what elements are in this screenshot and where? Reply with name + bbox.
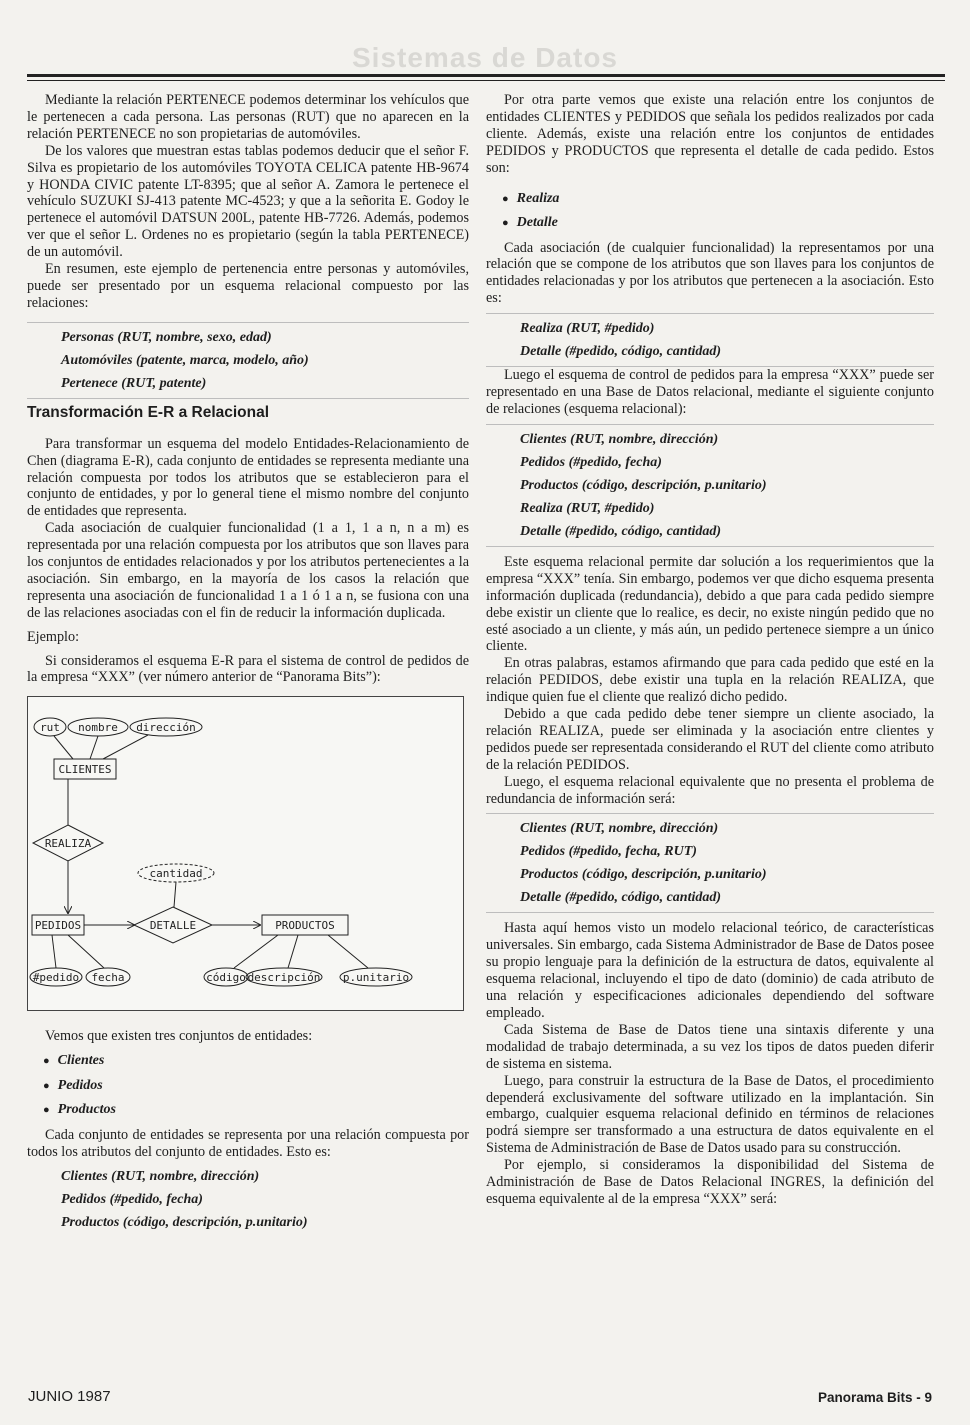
relation-item: Automóviles (patente, marca, modelo, año) xyxy=(61,352,309,368)
paragraph: Para transformar un esquema del modelo Entidades-Relacionamiento de Chen (diagrama E-R), cada conjunto de entidades se representa mediante una relación compuesta por todos los atributos que se establecieron para el conjunto de entidades, y por lo general tiene el mismo nombre del conjunto de entidades que representa. xyxy=(27,435,469,520)
rel-detalle-label: DETALLE xyxy=(149,919,197,933)
entity-clientes-label: CLIENTES xyxy=(58,763,112,777)
attr-rut-label: rut xyxy=(40,721,60,735)
relation-item: Pedidos (#pedido, fecha) xyxy=(520,454,662,470)
top-rule-thick xyxy=(27,74,945,77)
attr-nombre-label: nombre xyxy=(78,721,118,735)
attr-pedido-label: #pedido xyxy=(32,971,80,985)
relation-item: Personas (RUT, nombre, sexo, edad) xyxy=(61,329,272,345)
list-item: ● Clientes xyxy=(43,1049,469,1074)
relation-list xyxy=(27,1165,469,1234)
paragraph: Luego, para construir la estructura de la Base de Datos, el procedimiento dependerá exclusivamente del software utilizado en la implantación. Sin embargo, cualquier esquema relacional definido en términos de relaciones podrá siempre ser transformado a una estructura de datos equivalente en el Sistema de Administración de Base de Datos usado para su construcción. xyxy=(486,1072,934,1157)
relation-item: Realiza (RUT, #pedido) xyxy=(520,500,655,516)
entity-list xyxy=(27,1049,469,1123)
attr-direccion-label: dirección xyxy=(136,721,196,735)
footer-date: JUNIO 1987 xyxy=(28,1388,111,1405)
attr-fecha-label: fecha xyxy=(91,971,125,985)
top-rule-thin xyxy=(27,80,945,81)
entity-pedidos-label: PEDIDOS xyxy=(34,919,82,933)
paragraph: Por otra parte vemos que existe una relación entre los conjuntos de entidades CLIENTES y PEDIDOS que señala los pedidos realizados por cada cliente. Además, existe una relación entre los conjuntos de entidades PEDIDOS y PRODUCTOS que representa el detalle de cada pedido. Estos son: xyxy=(486,92,934,176)
list-item: ● Productos xyxy=(43,1098,469,1123)
left-column xyxy=(27,92,469,1234)
paragraph: En resumen, este ejemplo de pertenencia entre personas y automóviles, puede ser presentado por un esquema relacional compuesto por las relaciones: xyxy=(27,261,469,311)
relation-list xyxy=(486,813,934,913)
attr-punitario-label: p.unitario xyxy=(342,971,410,985)
relation-list xyxy=(27,322,469,399)
list-item: ● Pedidos xyxy=(43,1074,469,1099)
relation-item: Clientes (RUT, nombre, dirección) xyxy=(520,821,719,837)
paragraph: Vemos que existen tres conjuntos de entidades: xyxy=(45,1028,313,1045)
association-list xyxy=(486,187,934,236)
relation-item: Productos (código, descripción, p.unitario) xyxy=(520,477,767,493)
attr-descripcion-label: descripción xyxy=(247,971,321,985)
relation-item: Productos (código, descripción, p.unitario) xyxy=(61,1214,308,1230)
paragraph: Este esquema relacional permite dar solución a los requerimientos que la empresa “XXX” tenía. Sin embargo, podemos ver que dicho esquema presenta información duplicada (redundancia), debido a que para cada pedido siempre debe existir un cliente que lo realice, es decir, no existe ningún pedido que no esté asociado a un cliente, y más aún, un pedido pertenece siempre a un único cliente. xyxy=(486,553,934,655)
attr-codigo-label: código xyxy=(206,971,246,985)
paragraph: Luego el esquema de control de pedidos para la empresa “XXX” puede ser representado en una Base de Datos relacional, mediante el siguiente conjunto de relaciones (esquema relacional): xyxy=(486,367,934,417)
attr-cantidad-label: cantidad xyxy=(149,867,203,881)
paragraph: Si consideramos el esquema E-R para el sistema de control de pedidos de la empresa “XXX” (ver número anterior de “Panorama Bits”): xyxy=(27,652,469,686)
paragraph: Ejemplo: xyxy=(27,628,80,645)
ghost-header: Sistemas de Datos xyxy=(352,42,618,73)
relation-item: Productos (código, descripción, p.unitario) xyxy=(520,867,767,883)
relation-item: Pedidos (#pedido, fecha, RUT) xyxy=(520,844,697,860)
paragraph: Por ejemplo, si consideramos la disponibilidad del Sistema de Administración de Base de Datos Relacional INGRES, la definición del esquema equivalente al de la empresa “XXX” será: xyxy=(486,1157,934,1207)
right-column xyxy=(486,92,934,1208)
relation-list xyxy=(486,424,934,547)
relation-item: Realiza (RUT, #pedido) xyxy=(520,321,655,337)
paragraph: Cada asociación (de cualquier funcionalidad) la representamos por una relación que se compone de los atributos que son llaves para los conjuntos de entidades relacionadas y por los atributos que pertenecen a la asociación. Esto es: xyxy=(486,239,934,307)
paragraph: Luego, el esquema relacional equivalente que no presenta el problema de redundancia de información será: xyxy=(486,773,934,807)
list-item: ● Realiza xyxy=(502,187,934,212)
paragraph: Cada Sistema de Base de Datos tiene una sintaxis diferente y una modalidad de trabajo determinada, a su vez los tipos de datos pueden diferir de sistema en sistema. xyxy=(486,1021,934,1072)
relation-list xyxy=(486,313,934,367)
footer-page-number: Panorama Bits - 9 xyxy=(817,1390,932,1405)
entity-productos-label: PRODUCTOS xyxy=(275,919,335,933)
paragraph: De los valores que muestran estas tablas podemos deducir que el señor F. Silva es propietario de los automóviles TOYOTA CELICA patente HB-9674 y HONDA CIVIC patente LT-8395; que al señor A. Zamora le pertenece el vehículo SUZUKI SJ-413 patente MC-4523; y que a la señorita E. Godoy le pertenece el automóvil DATSUN 200L, patente HB-7726. Además, podemos ver que el señor L. Ordenes no es propietario (según la tabla PERTENECE) de un automóvil. xyxy=(27,142,469,261)
relation-item: Detalle (#pedido, código, cantidad) xyxy=(520,344,722,360)
paragraph: En otras palabras, estamos afirmando que para cada pedido que esté en la relación PEDIDOS, debe existir una tupla en la relación REALIZA, que indique quien fue el cliente que realizó dicho pedido. xyxy=(486,655,934,706)
paragraph: Hasta aquí hemos visto un modelo relacional teórico, de características universales. Sin embargo, cada Sistema Administrador de Base de Datos posee su propio lenguaje para la definición de la estructura de datos, equivalente al esquema relacional, incluyendo el tipo de dato (dominio) de cada atributo de una relación y especificaciones adicionales dependiendo del software empleado. xyxy=(486,920,934,1021)
relation-item: Detalle (#pedido, código, cantidad) xyxy=(520,890,722,906)
relation-item: Pertenece (RUT, patente) xyxy=(61,375,207,391)
list-item: ● Detalle xyxy=(502,211,934,236)
relation-item: Clientes (RUT, nombre, dirección) xyxy=(520,431,719,447)
relation-item: Clientes (RUT, nombre, dirección) xyxy=(61,1168,260,1184)
rel-realiza-label: REALIZA xyxy=(44,837,92,851)
relation-item: Detalle (#pedido, código, cantidad) xyxy=(520,523,722,539)
paragraph: Mediante la relación PERTENECE podemos determinar los vehículos que le pertenecen a cada persona. Las personas (RUT) que no aparecen en la relación PERTENECE no son propietarias de automóviles. xyxy=(27,92,469,142)
paragraph: Cada conjunto de entidades se representa por una relación compuesta por todos los atributos del conjunto de entidades. Esto es: xyxy=(27,1126,469,1160)
er-diagram xyxy=(27,696,464,1011)
relation-item: Pedidos (#pedido, fecha) xyxy=(61,1191,203,1207)
paragraph: Cada asociación de cualquier funcionalidad (1 a 1, 1 a n, n a m) es representada por una relación compuesta por los atributos que son llaves para los conjuntos de entidades relacionados y por los atributos pertenecientes a la asociación. Sin embargo, en la mayoría de los casos la relación que representa una asociación de funcionalidad 1 a 1 ó 1 a n, se fusiona con una de las relaciones asociadas con el fin de reducir la información duplicada. xyxy=(27,520,469,621)
paragraph: Debido a que cada pedido debe tener siempre un cliente asociado, la relación REALIZA, puede ser eliminada y la asociación entre clientes y pedidos puede ser representada considerando el RUT del cliente como atributo de la relación PEDIDOS. xyxy=(486,706,934,773)
section-heading: Transformación E-R a Relacional xyxy=(27,403,270,421)
